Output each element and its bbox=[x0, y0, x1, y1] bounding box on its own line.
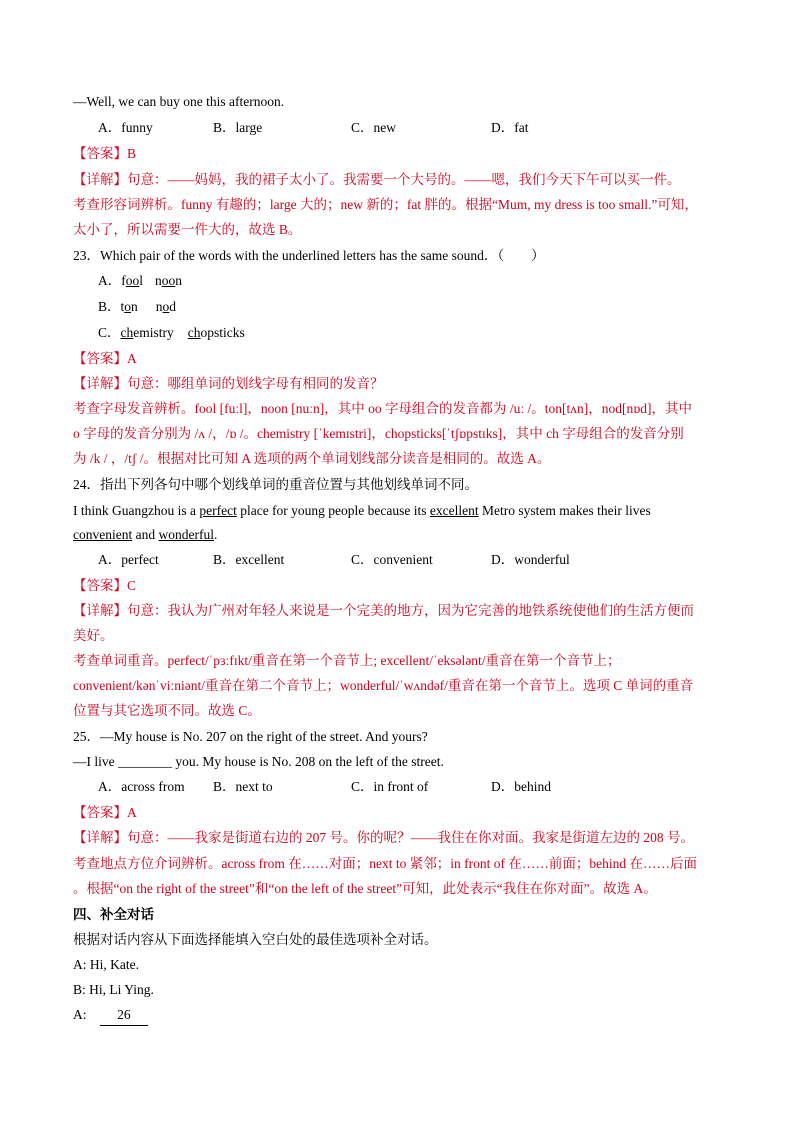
sentence-text: Metro system makes their lives bbox=[478, 503, 651, 518]
q24-detail-line: 考查单词重音。perfect/ˈpɜːfɪkt/重音在第一个音节上; excellent/ˈeksələnt/重音在第一个音节上； bbox=[73, 653, 621, 668]
q24-detail-line: 【详解】句意：我认为广州对年轻人来说是一个完美的地方，因为它完善的地铁系统使他们的生活方便而 bbox=[73, 603, 694, 618]
q23-detail-line: 【详解】句意：哪组单词的划线字母有相同的发音？ bbox=[73, 376, 384, 391]
dialogue-line: B: Hi, Li Ying. bbox=[73, 982, 154, 997]
dialogue-line: A: Hi, Kate. bbox=[73, 957, 139, 972]
q23-option-b bbox=[98, 297, 176, 317]
q23-answer: 【答案】A bbox=[73, 351, 137, 366]
option-a: A．perfect bbox=[98, 552, 159, 567]
q25-options bbox=[98, 777, 551, 797]
underlined-letters: o bbox=[162, 299, 170, 314]
q22-answer: 【答案】B bbox=[73, 146, 137, 161]
q24-detail-line: 美好。 bbox=[73, 628, 114, 643]
option-prefix: A． bbox=[98, 273, 122, 288]
word-part: l bbox=[139, 273, 144, 288]
blank-26: 26 bbox=[100, 1005, 148, 1026]
option-a: A．across from bbox=[98, 779, 185, 794]
underlined-letters: oo bbox=[161, 273, 176, 288]
q23-detail-line: 考查字母发音辨析。fool [fuːl]，noon [nuːn]，其中 oo 字母组合的发音都为 /uː /。ton[tʌn]，nod[nɒd]，其中 bbox=[73, 401, 693, 416]
option-c: C．convenient bbox=[351, 552, 433, 567]
q23-question: 23．Which pair of the words with the underlined letters has the same sound．（ ） bbox=[73, 248, 545, 263]
underlined-letters: oo bbox=[125, 273, 140, 288]
underlined-word: perfect bbox=[199, 503, 237, 518]
sentence-text: I think Guangzhou is a bbox=[73, 503, 200, 518]
word-part: emistry bbox=[133, 325, 174, 340]
option-c: C．in front of bbox=[351, 779, 429, 794]
word-part: n bbox=[155, 299, 163, 314]
underlined-letters: ch bbox=[120, 325, 134, 340]
underlined-letters: o bbox=[124, 299, 132, 314]
word-part: n bbox=[175, 273, 183, 288]
word-part: d bbox=[169, 299, 177, 314]
underlined-word: wonderful bbox=[158, 527, 214, 542]
word-part: n bbox=[131, 299, 138, 314]
q22-options bbox=[98, 118, 529, 138]
word-part: n bbox=[155, 273, 162, 288]
q25-detail-line: 。根据“on the right of the street”和“on the left of the street”可知，此处表示“我住在你对面”。故选 A。 bbox=[73, 881, 657, 896]
q24-options bbox=[98, 550, 570, 570]
answer-blank: ________ bbox=[118, 754, 172, 769]
option-b: B．large bbox=[213, 120, 263, 135]
q23-option-c bbox=[98, 323, 245, 343]
q23-detail-line: o 字母的发音分别为 /ʌ /，/ɒ /。chemistry [ˈkemɪstri]，chopsticks[ˈtʃɒpstɪks]，其中 ch 字母组合的发音分别 bbox=[73, 426, 684, 441]
option-prefix: B． bbox=[98, 299, 121, 314]
q23-option-a bbox=[98, 271, 182, 291]
option-a: A．funny bbox=[98, 120, 153, 135]
option-d: D．wonderful bbox=[491, 552, 570, 567]
underlined-word: excellent bbox=[429, 503, 479, 518]
q24-question: 24．指出下列各句中哪个划线单词的重音位置与其他划线单词不同。 bbox=[73, 477, 478, 492]
sentence-text: and bbox=[132, 527, 159, 542]
q24-sentence-line2 bbox=[73, 525, 217, 545]
underlined-word: convenient bbox=[73, 527, 133, 542]
option-d: D．behind bbox=[491, 779, 551, 794]
q25-line2 bbox=[73, 752, 444, 772]
section-instruction: 根据对话内容从下面选择能填入空白处的最佳选项补全对话。 bbox=[73, 932, 438, 947]
underlined-letters: ch bbox=[187, 325, 201, 340]
q24-detail-line: 位置与其它选项不同。故选 C。 bbox=[73, 703, 261, 718]
q22-detail-line: 太小了，所以需要一件大的，故选 B。 bbox=[73, 222, 302, 237]
word-part: t bbox=[120, 299, 125, 314]
q24-detail-line: convenient/kənˈviːniənt/重音在第二个音节上；wonderful/ˈwʌndəf/重音在第一个音节上。选项 C 单词的重音 bbox=[73, 678, 694, 693]
speaker-label: A: bbox=[73, 1007, 90, 1022]
option-b: B．excellent bbox=[213, 552, 285, 567]
q25-detail-line: 【详解】句意：——我家是街道右边的 207 号。你的呢？——我住在你对面。我家是街道左边的 208 号。 bbox=[73, 830, 694, 845]
sentence-text: —I live bbox=[73, 754, 118, 769]
q25-answer: 【答案】A bbox=[73, 805, 137, 820]
q22-detail-line: 考查形容词辨析。funny 有趣的；large 大的；new 新的；fat 胖的。根据“Mum, my dress is too small.”可知， bbox=[73, 197, 698, 212]
q23-detail-line: 为 /k / ，/tʃ /。根据对比可知 A 选项的两个单词划线部分读音是相同的。故选 A。 bbox=[73, 451, 551, 466]
q25-question: 25．—My house is No. 207 on the right of the street. And yours? bbox=[73, 729, 428, 744]
option-d: D．fat bbox=[491, 120, 529, 135]
q24-sentence-line1 bbox=[73, 501, 651, 521]
sentence-text: you. My house is No. 208 on the left of the street. bbox=[172, 754, 444, 769]
q24-answer: 【答案】C bbox=[73, 578, 137, 593]
sentence-text: place for young people because its bbox=[236, 503, 430, 518]
q22-dialogue-end: —Well, we can buy one this afternoon. bbox=[73, 94, 285, 109]
option-prefix: C． bbox=[98, 325, 121, 340]
dialogue-line bbox=[73, 1005, 148, 1026]
option-b: B．next to bbox=[213, 779, 273, 794]
q25-detail-line: 考查地点方位介词辨析。across from 在……对面；next to 紧邻；in front of 在……前面；behind 在……后面 bbox=[73, 856, 697, 871]
word-part: f bbox=[121, 273, 126, 288]
section-title: 四、补全对话 bbox=[73, 907, 154, 922]
q22-detail-line: 【详解】句意：——妈妈，我的裙子太小了。我需要一个大号的。——嗯，我们今天下午可以买一件。 bbox=[73, 172, 681, 187]
sentence-text: . bbox=[213, 527, 218, 542]
word-part: opsticks bbox=[200, 325, 245, 340]
option-c: C．new bbox=[351, 120, 396, 135]
